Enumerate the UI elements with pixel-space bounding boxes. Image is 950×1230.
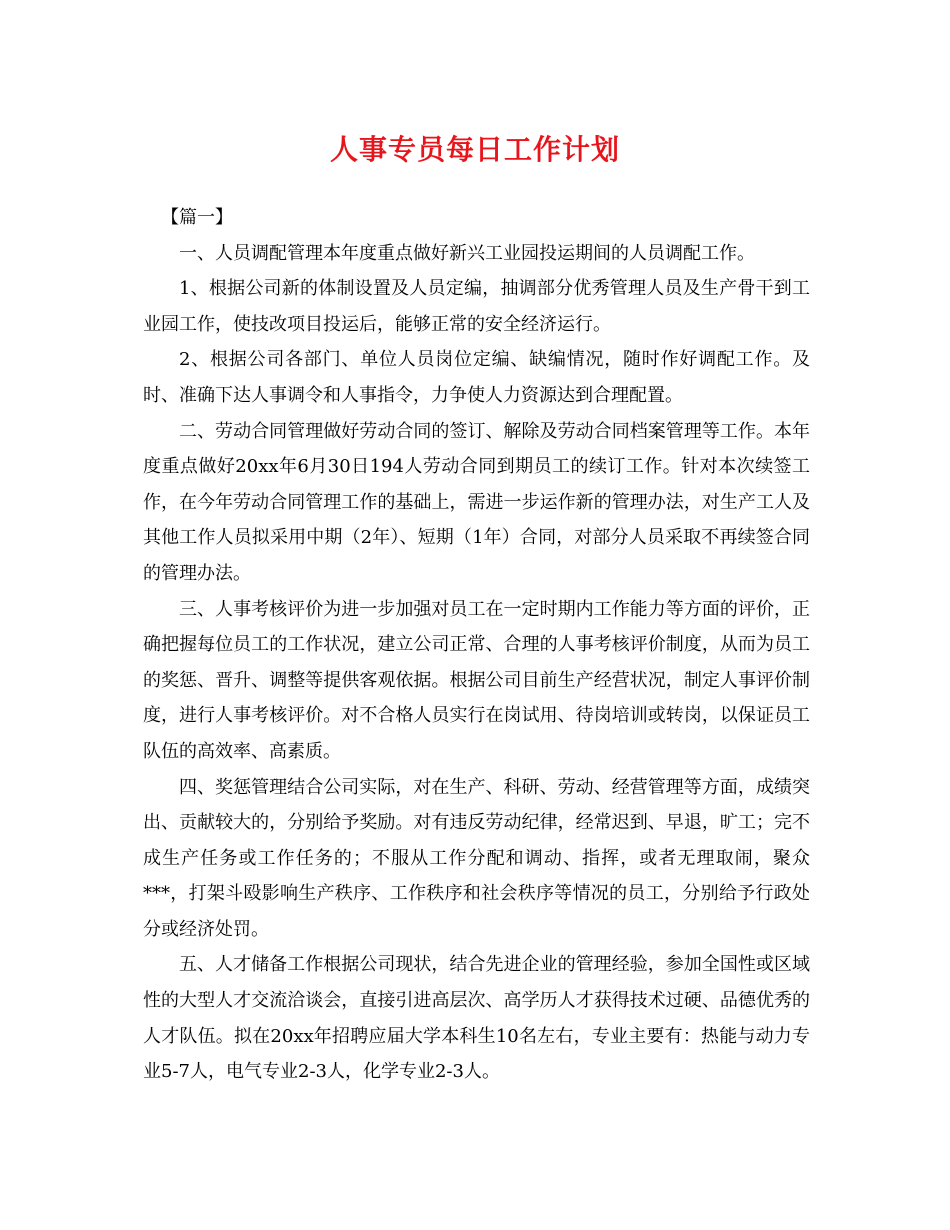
paragraph: 四、奖惩管理结合公司实际，对在生产、科研、劳动、经营管理等方面，成绩突出、贡献较大的，分别给予奖励。对有违反劳动纪律，经常迟到、早退，旷工；完不成生产任务或工作任务的；不服从工作分配和调动、指挥，或者无理取闹，聚众***，打架斗殴影响生产秩序、工作秩序和社会秩序等情况的员工，分别给予行政处分或经济处罚。	[143, 776, 810, 940]
section-label: 【篇一】	[161, 207, 233, 228]
paragraph: 2、根据公司各部门、单位人员岗位定编、缺编情况，随时作好调配工作。及时、准确下达人事调令和人事指令，力争使人力资源达到合理配置。	[143, 349, 810, 406]
paragraph: 一、人员调配管理本年度重点做好新兴工业园投运期间的人员调配工作。	[179, 242, 755, 264]
document-body	[143, 200, 810, 1090]
paragraph: 二、劳动合同管理做好劳动合同的签订、解除及劳动合同档案管理等工作。本年度重点做好20xx年6月30日194人劳动合同到期员工的续订工作。针对本次续签工作，在今年劳动合同管理工作的基础上，需进一步运作新的管理办法，对生产工人及其他工作人员拟采用中期（2年）、短期（1年）合同，对部分人员采取不再续签合同的管理办法。	[143, 420, 810, 584]
document-title: 人事专员每日工作计划	[329, 133, 620, 166]
paragraph: 1、根据公司新的体制设置及人员定编，抽调部分优秀管理人员及生产骨干到工业园工作，使技改项目投运后，能够正常的安全经济运行。	[143, 278, 810, 335]
paragraph: 三、人事考核评价为进一步加强对员工在一定时期内工作能力等方面的评价，正确把握每位员工的工作状况，建立公司正常、合理的人事考核评价制度，从而为员工的奖惩、晋升、调整等提供客观依据。根据公司目前生产经营状况，制定人事评价制度，进行人事考核评价。对不合格人员实行在岗试用、待岗培训或转岗，以保证员工队伍的高效率、高素质。	[143, 598, 810, 762]
paragraph: 五、人才储备工作根据公司现状，结合先进企业的管理经验，参加全国性或区域性的大型人才交流洽谈会，直接引进高层次、高学历人才获得技术过硬、品德优秀的人才队伍。拟在20xx年招聘应届大学本科生10名左右，专业主要有：热能与动力专业5-7人，电气专业2-3人，化学专业2-3人。	[143, 954, 810, 1083]
